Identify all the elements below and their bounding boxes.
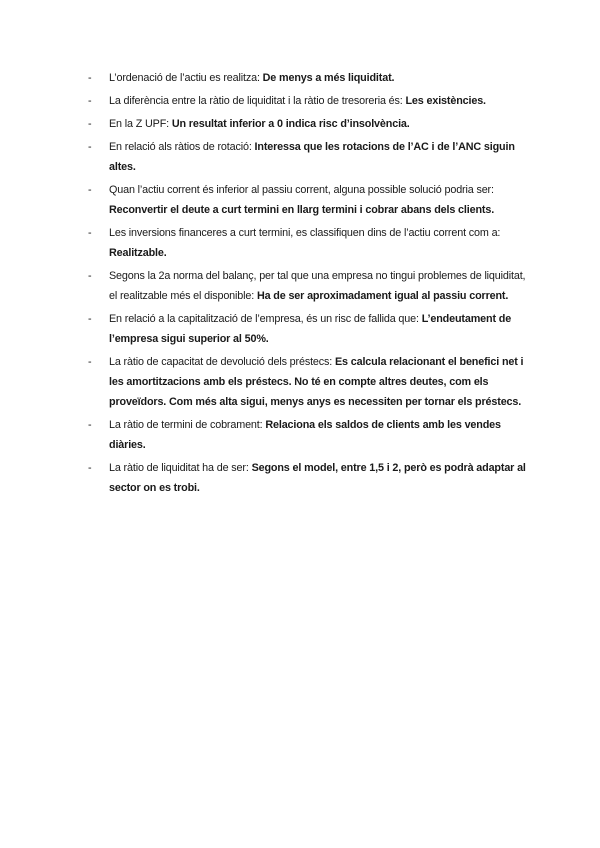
list-item: [88, 266, 533, 306]
item-prefix-text: La diferència entre la ràtio de liquiditat i la ràtio de tresoreria és:: [109, 95, 406, 107]
item-answer-text: De menys a més liquiditat.: [262, 72, 395, 84]
item-prefix-text: La ràtio de termini de cobrament:: [109, 419, 266, 431]
bullet-dash: -: [88, 227, 92, 239]
item-prefix-text: En la Z UPF:: [109, 118, 172, 130]
list-item: [88, 309, 533, 349]
bullet-dash: -: [88, 313, 92, 325]
bullet-dash: -: [88, 95, 92, 107]
bullet-dash: -: [88, 462, 92, 474]
item-answer-text: Realitzable.: [109, 247, 167, 259]
list-item: [88, 68, 533, 88]
list-item: [88, 91, 533, 111]
item-prefix-text: Quan l’actiu corrent és inferior al passiu corrent, alguna possible solució podria ser:: [109, 184, 494, 196]
list-item: [88, 180, 533, 220]
list-item: [88, 223, 533, 263]
list-item: [88, 137, 533, 177]
item-prefix-text: En relació als ràtios de rotació:: [109, 141, 255, 153]
bullet-dash: -: [88, 270, 92, 282]
list-item: [88, 114, 533, 134]
item-answer-text: Un resultat inferior a 0 indica risc d’insolvència.: [171, 118, 410, 130]
item-answer-text: Les existències.: [405, 95, 486, 107]
item-answer-text: Relaciona els saldos de clients amb les vendes diàries.: [109, 419, 501, 451]
bullet-dash: -: [88, 356, 92, 368]
item-answer-text: Ha de ser aproximadament igual al passiu corrent.: [256, 290, 509, 302]
item-answer-text: Segons el model, entre 1,5 i 2, però es podrà adaptar al sector on es trobi.: [109, 462, 526, 494]
bullet-dash: -: [88, 118, 92, 130]
list-item: [88, 415, 533, 455]
item-prefix-text: L’ordenació de l’actiu es realitza:: [109, 72, 263, 84]
bullet-dash: -: [88, 72, 92, 84]
item-answer-text: Es calcula relacionant el benefici net i les amortitzacions amb els préstecs. No té en compte altres deutes, com els proveïdors. Com més alta sigui, menys anys es necessiten per tornar els préstecs.: [109, 356, 524, 408]
item-prefix-text: Les inversions financeres a curt termini, es classifiquen dins de l’actiu corrent com a:: [109, 227, 501, 239]
item-answer-text: Reconvertir el deute a curt termini en llarg termini i cobrar abans dels clients.: [109, 204, 495, 216]
item-prefix-text: En relació a la capitalització de l’empresa, és un risc de fallida que:: [109, 313, 422, 325]
list-item: [88, 458, 533, 498]
bullet-dash: -: [88, 419, 92, 431]
item-prefix-text: La ràtio de liquiditat ha de ser:: [109, 462, 252, 474]
item-prefix-text: Segons la 2a norma del balanç, per tal que una empresa no tingui problemes de liquiditat, el realitzable més el disponible:: [109, 270, 526, 302]
bullet-dash: -: [88, 141, 92, 153]
item-answer-text: Interessa que les rotacions de l’AC i de l’ANC siguin altes.: [109, 141, 515, 173]
item-prefix-text: La ràtio de capacitat de devolució dels préstecs:: [109, 356, 335, 368]
bullet-dash: -: [88, 184, 92, 196]
list-item: [88, 352, 533, 412]
bullet-list: [88, 68, 533, 501]
item-answer-text: L’endeutament de l’empresa sigui superior al 50%.: [109, 313, 512, 345]
